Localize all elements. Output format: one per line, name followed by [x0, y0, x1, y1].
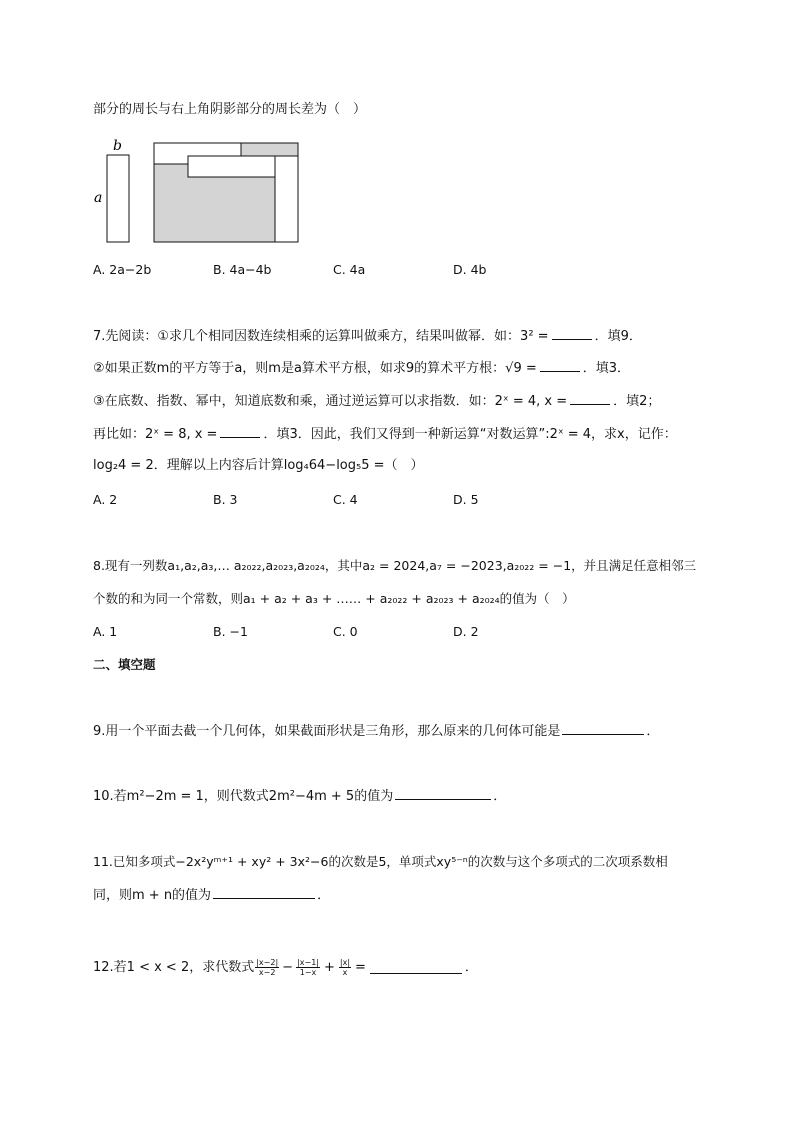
q10-line: [93, 787, 506, 806]
q11-line-2: [93, 886, 330, 905]
q7-blank-3: [570, 392, 610, 405]
q9-text: 9.用一个平面去截一个几何体，如果截面形状是三角形，那么原来的几何体可能是: [93, 724, 561, 739]
q8-option-a: A. 1: [93, 624, 118, 639]
q6-option-b: B. 4a−4b: [213, 262, 272, 277]
q6-figure: [90, 136, 305, 248]
middle-strip-rectangle: [188, 156, 275, 177]
q8-option-d: D. 2: [453, 624, 479, 639]
q8-line-1: 8.现有一列数a₁,a₂,a₃,… a₂₀₂₂,a₂₀₂₃,a₂₀₂₄，其中a₂ = 2024,a₇ = −2023,a₂₀₂₂ = −1，并且满足任意相邻三: [93, 558, 697, 573]
q10-blank: [395, 787, 491, 800]
q12-fraction-1: [255, 958, 279, 977]
q7-line-4-text: 再比如：2ˣ = 8, x =: [93, 427, 218, 442]
q6-option-a: A. 2a−2b: [93, 262, 152, 277]
q12-minus: −: [282, 959, 294, 975]
q7-option-a: A. 2: [93, 492, 118, 507]
q7-line-2-end: ．填3．: [582, 361, 631, 376]
q9-end: ．: [646, 724, 660, 739]
q12-equals: =: [355, 959, 366, 975]
q8-option-c: C. 0: [333, 624, 358, 639]
fig-label-b: b: [113, 138, 122, 154]
q9-line: [93, 722, 659, 741]
q12-fraction-2: [296, 958, 320, 977]
q7-option-d: D. 5: [453, 492, 479, 507]
q12-end: ．: [464, 959, 478, 975]
q11-line-1: 11.已知多项式−2x²yᵐ⁺¹ + xy² + 3x²−6的次数是5，单项式xy⁵⁻ⁿ的次数与这个多项式的二次项系数相: [93, 854, 668, 869]
q12-fraction-2-denominator: 1−x: [299, 968, 317, 977]
q7-line-1-text: 7.先阅读：①求几个相同因数连续相乘的运算叫做乘方，结果叫做幂．如：3² =: [93, 329, 549, 344]
fig-label-a: a: [94, 190, 103, 206]
q7-line-1: [93, 327, 642, 346]
q9-blank: [562, 722, 644, 735]
q10-text: 10.若m²−2m = 1，则代数式2m²−4m + 5的值为: [93, 789, 394, 804]
q7-line-1-end: ．填9．: [594, 329, 642, 344]
q7-blank-2: [540, 359, 580, 372]
q12-fraction-3-numerator: |x|: [339, 958, 351, 967]
q7-blank-1: [552, 327, 592, 340]
q12-fraction-1-denominator: x−2: [258, 968, 276, 977]
q12-plus: +: [323, 959, 335, 975]
q7-option-b: B. 3: [213, 492, 238, 507]
q6-option-c: C. 4a: [333, 262, 366, 277]
q7-line-3-end: ．填2；: [613, 394, 661, 409]
q11-end: ．: [317, 888, 331, 903]
q11-blank: [213, 886, 315, 899]
q10-end: ．: [493, 789, 507, 804]
q11-line-2-text: 同，则m + n的值为: [93, 888, 212, 903]
q12-fraction-1-numerator: |x−2|: [256, 958, 279, 967]
q6-option-d: D. 4b: [453, 262, 487, 277]
q7-option-c: C. 4: [333, 492, 358, 507]
q7-line-4: [93, 425, 677, 444]
q12-fraction-3: [339, 958, 351, 977]
q7-line-2: [93, 359, 630, 378]
q7-line-3: [93, 392, 660, 411]
q12-fraction-2-numerator: |x−1|: [297, 958, 319, 967]
q12-fraction-3-denominator: x: [342, 968, 348, 977]
q12-blank: [370, 961, 462, 974]
q12-text: 12.若1 < x < 2，求代数式: [93, 959, 255, 975]
q6-intro: 部分的周长与右上角阴影部分的周长差为（ ）: [93, 102, 367, 117]
q7-line-2-text: ②如果正数m的平方等于a，则m是a算术平方根，如求9的算术平方根：√9 =: [93, 361, 537, 376]
q7-line-3-text: ③在底数、指数、幂中，知道底数和乘，通过逆运算可以求指数．如：2ˣ = 4, x =: [93, 394, 568, 409]
small-rectangle: [107, 155, 129, 242]
q7-blank-4: [220, 425, 260, 438]
right-strip-rectangle: [275, 156, 298, 242]
section-heading: 二、填空题: [93, 657, 156, 672]
q7-line-5: log₂4 = 2．理解以上内容后计算log₄64−log₅5 =（ ）: [93, 458, 424, 473]
q8-option-b: B. −1: [213, 624, 248, 639]
q12-line: [93, 958, 478, 977]
q7-line-4-end: ．填3．因此，我们又得到一种新运算“对数运算”:2ˣ = 4，求x，记作：: [263, 427, 677, 442]
q8-line-2: 个数的和为同一个常数，则a₁ + a₂ + a₃ + …… + a₂₀₂₂ + a₂₀₂₃ + a₂₀₂₄的值为（ ）: [93, 591, 575, 606]
shaded-region-top-right: [241, 143, 298, 156]
